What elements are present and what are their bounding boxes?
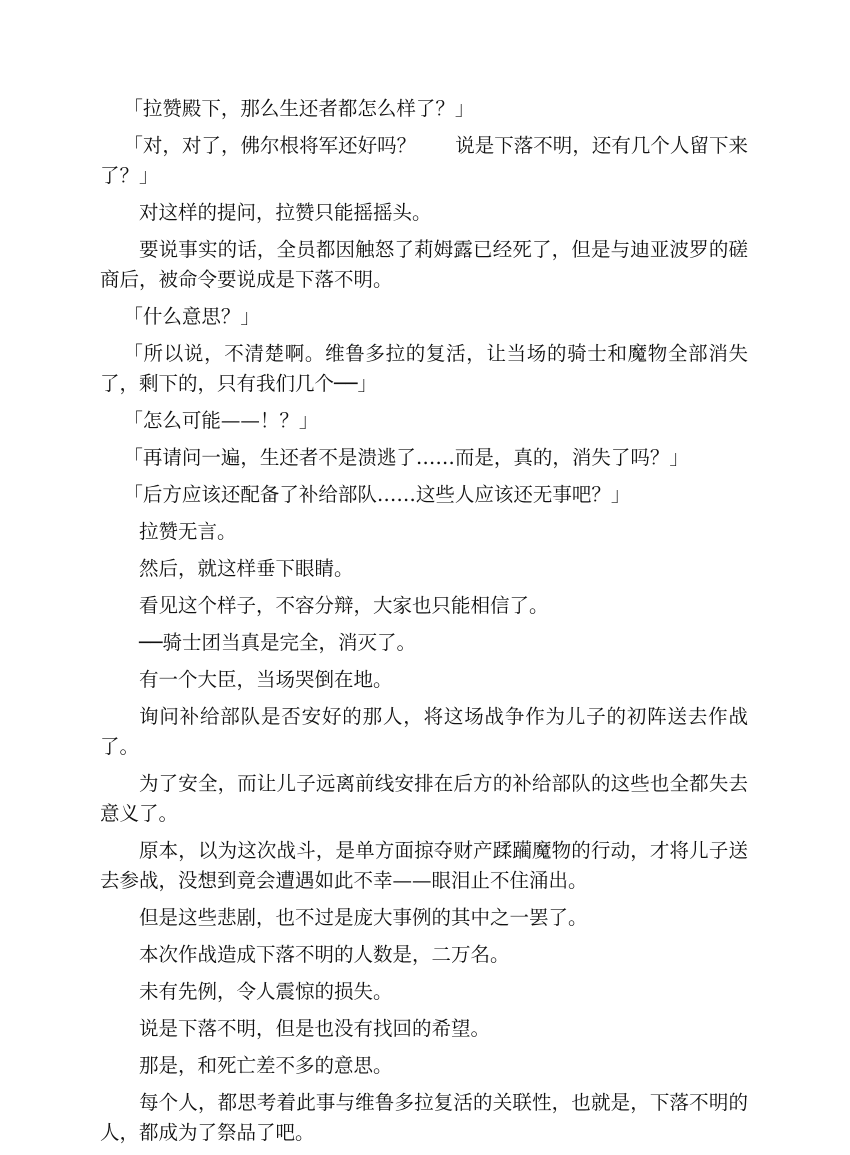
paragraph: 每个人，都思考着此事与维鲁多拉复活的关联性，也就是，下落不明的人，都成为了祭品了吧。 [100, 1091, 748, 1144]
paragraph: ──骑士团当真是完全，消灭了。 [139, 631, 416, 654]
paragraph: 对这样的提问，拉赞只能摇摇头。 [139, 201, 432, 224]
paragraph: 要说事实的话，全员都因触怒了莉姆露已经死了，但是与迪亚波罗的磋商后，被命令要说成是下落不明。 [100, 238, 748, 291]
paragraph: 为了安全，而让儿子远离前线安排在后方的补给部队的这些也全都失去意义了。 [100, 772, 748, 825]
paragraph: 「所以说，不清楚啊。维鲁多拉的复活，让当场的骑士和魔物全部消失了，剩下的，只有我们几个──」 [100, 342, 748, 395]
paragraph: 有一个大臣，当场哭倒在地。 [139, 668, 393, 691]
paragraph: 「怎么可能——！？」 [123, 409, 319, 432]
body-text [100, 94, 748, 1155]
paragraph: 原本，以为这次战斗，是单方面掠夺财产蹂躏魔物的行动，才将儿子送去参战，没想到竟会遭遇如此不幸——眼泪止不住涌出。 [100, 839, 748, 892]
paragraph: 「再请问一遍，生还者不是溃逃了……而是，真的，消失了吗？」 [123, 446, 689, 469]
paragraph: 本次作战造成下落不明的人数是，二万名。 [139, 943, 510, 966]
paragraph: 「后方应该还配备了补给部队……这些人应该还无事吧？」 [123, 483, 631, 506]
paragraph: 「什么意思？」 [123, 305, 260, 328]
paragraph: 但是这些悲剧，也不过是庞大事例的其中之一罢了。 [139, 906, 588, 929]
paragraph: 「拉赞殿下，那么生还者都怎么样了？」 [123, 97, 475, 120]
paragraph: 拉赞无言。 [139, 520, 237, 543]
paragraph: 说是下落不明，但是也没有找回的希望。 [139, 1017, 491, 1040]
paragraph: 然后，就这样垂下眼睛。 [139, 557, 354, 580]
paragraph: 未有先例，令人震惊的损失。 [139, 980, 393, 1003]
paragraph: 那是，和死亡差不多的意思。 [139, 1054, 393, 1077]
paragraph: 看见这个样子，不容分辩，大家也只能相信了。 [139, 594, 549, 617]
paragraph: 「对，对了，佛尔根将军还好吗？ 说是下落不明，还有几个人留下来了？」 [100, 134, 748, 187]
paragraph: 询问补给部队是否安好的那人，将这场战争作为儿子的初阵送去作战了。 [100, 705, 748, 758]
